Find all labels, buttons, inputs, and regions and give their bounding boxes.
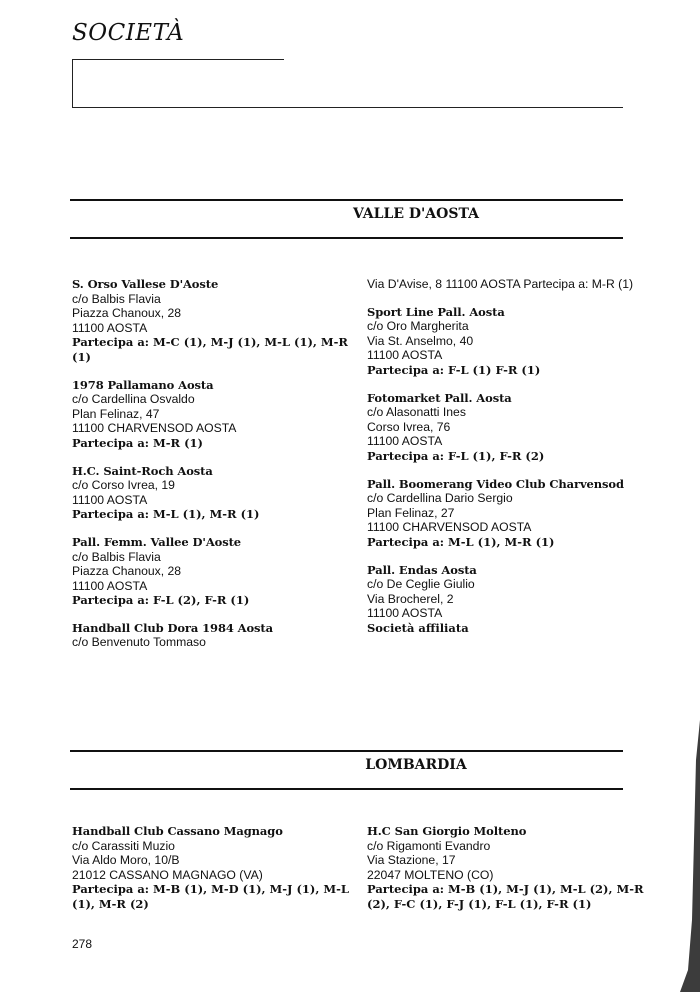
region-title: LOMBARDIA [365, 757, 467, 773]
address-line: Plan Felinaz, 27 [367, 505, 455, 520]
club-entry [72, 621, 352, 650]
address-line: 11100 AOSTA [367, 606, 443, 621]
club-entry [72, 824, 352, 912]
region-header-lombardia [70, 750, 623, 790]
address-line: 11100 CHARVENSOD AOSTA [72, 421, 237, 436]
address-line: Via Stazione, 17 [367, 853, 456, 868]
club-name: H.C San Giorgio Molteno [367, 824, 527, 838]
participation: Partecipa a: F-L (1) F-R (1) [367, 362, 541, 377]
address-line: c/o Benvenuto Tommaso [72, 635, 206, 650]
club-entry [367, 391, 647, 464]
participation: Partecipa a: F-L (1), F-R (2) [367, 448, 545, 463]
club-name: 1978 Pallamano Aosta [72, 377, 214, 392]
club-entry [367, 563, 647, 636]
column-left-valle-daosta [72, 277, 352, 663]
club-name: Pall. Femm. Vallee D'Aoste [72, 534, 242, 549]
address-line: c/o Oro Margherita [367, 319, 469, 334]
club-entry [367, 477, 647, 550]
club-name: H.C. Saint-Roch Aosta [72, 463, 213, 478]
page-title: SOCIETÀ [72, 20, 185, 46]
column-left-lombardia [72, 824, 352, 925]
address-line: c/o Corso Ivrea, 19 [72, 478, 175, 493]
club-entry [367, 824, 647, 912]
column-right-valle-daosta [367, 277, 647, 648]
address-line: 11100 AOSTA [72, 320, 148, 335]
address-line: c/o Cardellina Osvaldo [72, 392, 195, 407]
club-entry [72, 378, 352, 451]
address-line: c/o Balbis Flavia [72, 549, 161, 564]
title-box [72, 59, 623, 108]
address-line: 22047 MOLTENO (CO) [367, 867, 494, 882]
address-line: Piazza Chanoux, 28 [72, 564, 182, 579]
club-name: Handball Club Cassano Magnago [72, 824, 283, 838]
club-name: Fotomarket Pall. Aosta [367, 390, 512, 405]
address-line: c/o De Ceglie Giulio [367, 577, 475, 592]
address-line: 11100 CHARVENSOD AOSTA [367, 520, 532, 535]
address-line: Plan Felinaz, 47 [72, 406, 160, 421]
participation: Partecipa a: M-L (1), M-R (1) [367, 534, 555, 549]
address-line: c/o Rigamonti Evandro [367, 838, 491, 853]
participation: Partecipa a: M-L (1), M-R (1) [72, 507, 260, 522]
address-line: c/o Cardellina Dario Sergio [367, 491, 513, 506]
participation: Partecipa a: F-L (2), F-R (1) [72, 593, 250, 608]
address-line: Via St. Anselmo, 40 [367, 333, 474, 348]
club-entry [72, 277, 352, 365]
address-line: c/o Balbis Flavia [72, 291, 161, 306]
club-entry [367, 305, 647, 378]
participation: Partecipa a: M-R (1) [523, 277, 634, 291]
club-name: Sport Line Pall. Aosta [367, 304, 505, 319]
club-name: Handball Club Dora 1984 Aosta [72, 620, 273, 635]
address-line: 11100 AOSTA [72, 492, 148, 507]
column-right-lombardia [367, 824, 647, 925]
address-line: Corso Ivrea, 76 [367, 419, 451, 434]
address-line: Piazza Chanoux, 28 [72, 306, 182, 321]
club-entry [72, 535, 352, 608]
participation: Partecipa a: M-R (1) [72, 435, 203, 450]
page-number: 278 [72, 937, 93, 951]
region-header-valle-daosta [70, 199, 623, 239]
scan-edge-shadow [678, 720, 700, 992]
club-name: Pall. Boomerang Video Club Charvensod [367, 476, 624, 491]
address-line: 21012 CASSANO MAGNAGO (VA) [72, 867, 263, 882]
club-entry-continuation [367, 277, 647, 292]
address-line: 11100 AOSTA [445, 277, 520, 291]
address-line: Via Brocherel, 2 [367, 591, 454, 606]
club-name: Pall. Endas Aosta [367, 562, 477, 577]
address-line: 11100 AOSTA [72, 578, 148, 593]
club-name: S. Orso Vallese D'Aoste [72, 277, 219, 291]
address-line: c/o Alasonatti Ines [367, 405, 466, 420]
address-line: Via Aldo Moro, 10/B [72, 853, 180, 868]
address-line: Via D'Avise, 8 [367, 277, 443, 291]
address-line: 11100 AOSTA [367, 434, 443, 449]
address-line: c/o Carassiti Muzio [72, 838, 175, 853]
participation: Partecipa a: M-B (1), M-J (1), M-L (2), M-R (2), F-C (1), F-J (1), F-L (1), F-R (1) [367, 882, 644, 911]
club-entry [72, 464, 352, 522]
region-title: VALLE D'AOSTA [353, 206, 479, 222]
participation: Società affiliata [367, 620, 469, 635]
address-line: 11100 AOSTA [367, 348, 443, 363]
participation: Partecipa a: M-B (1), M-D (1), M-J (1), M-L (1), M-R (2) [72, 882, 349, 911]
participation: Partecipa a: M-C (1), M-J (1), M-L (1), M-R (1) [72, 335, 348, 364]
